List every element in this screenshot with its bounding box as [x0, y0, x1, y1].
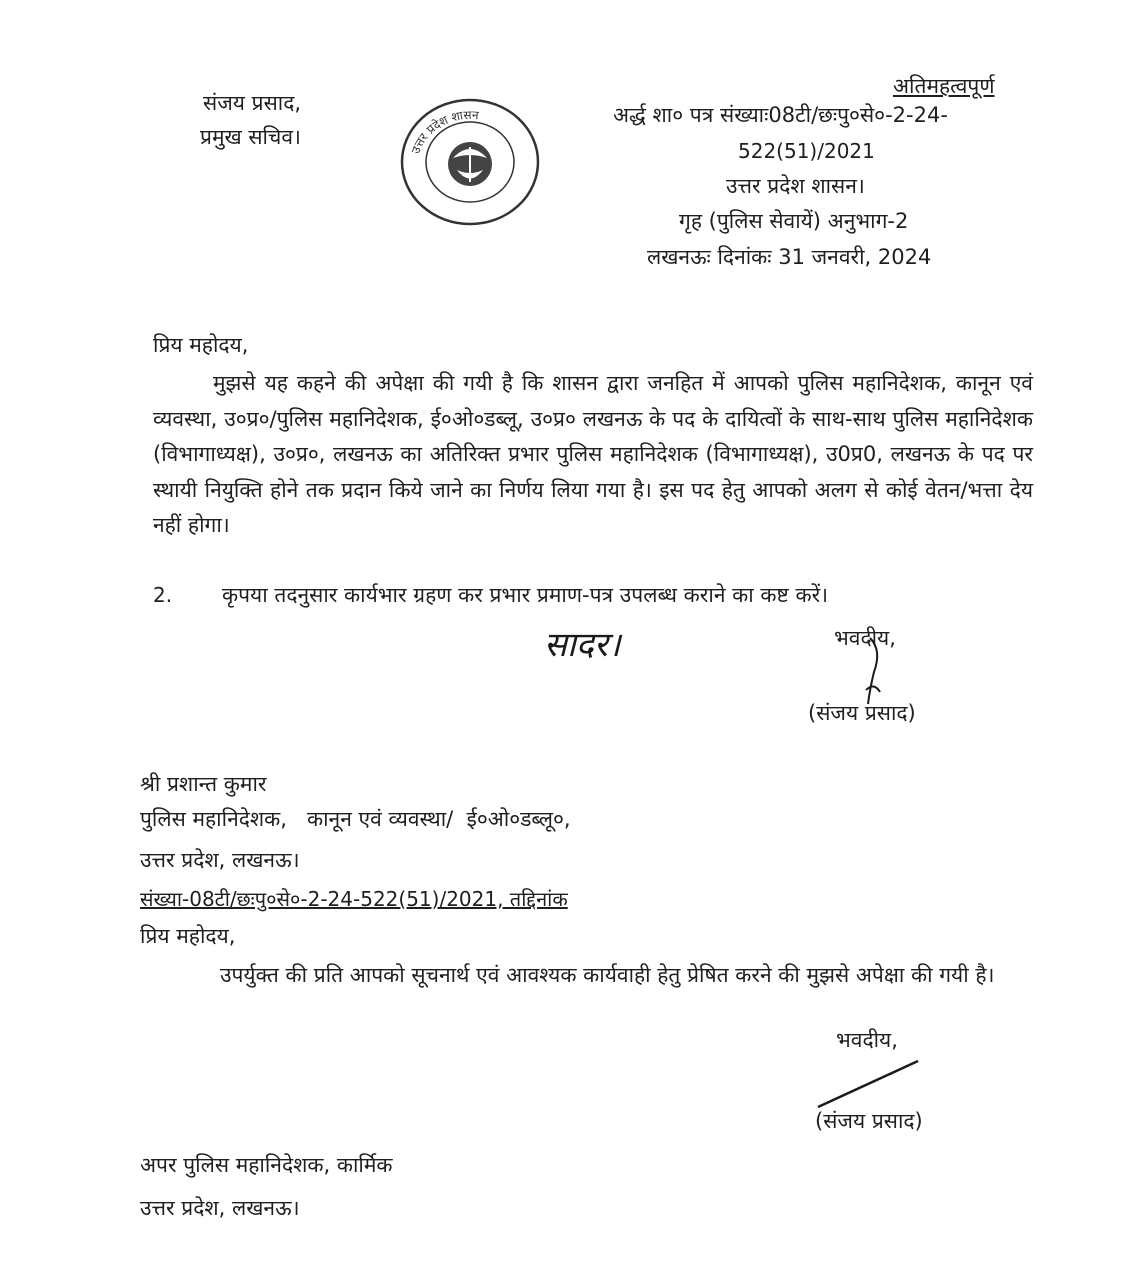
copy-body	[140, 958, 1040, 994]
priority-label: अतिमहत्वपूर्ण	[893, 74, 995, 98]
salutation: प्रिय महोदय,	[153, 333, 249, 357]
sender-designation: प्रमुख सचिव।	[200, 125, 301, 149]
issuing-government: उत्तर प्रदेश शासन।	[726, 174, 865, 198]
signatory: (संजय प्रसाद)	[808, 701, 916, 725]
point-number: 2.	[153, 583, 173, 607]
up-government-seal-icon	[395, 92, 545, 232]
copy-reference: संख्या-08टी/छःपु०से०-2-24-522(51)/2021, तद्दिनांक	[140, 887, 568, 911]
closing: भवदीय,	[834, 626, 896, 650]
sender-name: संजय प्रसाद,	[203, 91, 302, 115]
issuing-department: गृह (पुलिस सेवायें) अनुभाग-2	[679, 209, 909, 233]
body-text: मुझसे यह कहने की अपेक्षा की गयी है कि शासन द्वारा जनहित में आपको पुलिस महानिदेशक, कानून एवं व्यवस्था, उ०प्र०/पुलिस महानिदेशक, ई०ओ०डब्लू, उ०प्र० लखनऊ के पद के दायित्वों के साथ-साथ पुलिस महानिदेशक (विभागाध्यक्ष), उ०प्र०, लखनऊ का अतिरिक्त प्रभार पुलिस महानिदेशक (विभागाध्यक्ष), उ0प्र0, लखनऊ के पद पर स्थायी नियुक्ति होने तक प्रदान किये जाने का निर्णय लिया गया है। इस पद हेतु आपको अलग से कोई वेतन/भत्ता देय नहीं होगा।	[153, 371, 1033, 537]
copy-recipient-line1: अपर पुलिस महानिदेशक, कार्मिक	[140, 1153, 393, 1177]
letter-date: लखनऊः दिनांकः 31 जनवरी, 2024	[647, 245, 932, 269]
copy-signature-stroke-icon	[810, 1055, 930, 1115]
recipient-name: श्री प्रशान्त कुमार	[140, 772, 267, 796]
seal-text: उत्तर प्रदेश शासन	[408, 107, 480, 156]
reference-number-line2: 522(51)/2021	[738, 139, 875, 163]
copy-body-text: उपर्युक्त की प्रति आपको सूचनार्थ एवं आवश्यक कार्यवाही हेतु प्रेषित करने की मुझसे अपेक्षा की गयी है।	[220, 963, 995, 987]
recipient-place: उत्तर प्रदेश, लखनऊ।	[140, 848, 300, 872]
copy-signatory: (संजय प्रसाद)	[815, 1109, 923, 1133]
handwritten-regards: सादर।	[544, 625, 621, 665]
point-two-text: कृपया तदनुसार कार्यभार ग्रहण कर प्रभार प्रमाण-पत्र उपलब्ध कराने का कष्ट करें।	[222, 583, 829, 607]
letter-body	[153, 366, 1033, 544]
copy-closing: भवदीय,	[836, 1028, 898, 1052]
copy-recipient-line2: उत्तर प्रदेश, लखनऊ।	[140, 1196, 300, 1220]
recipient-designation: पुलिस महानिदेशक, कानून एवं व्यवस्था/ ई०ओ०डब्लू०,	[140, 807, 571, 831]
signature-mark-icon	[840, 630, 900, 710]
copy-salutation: प्रिय महोदय,	[140, 924, 236, 948]
reference-number-line1: अर्द्ध शा० पत्र संख्याः08टी/छःपु०से०-2-24-	[613, 103, 948, 127]
